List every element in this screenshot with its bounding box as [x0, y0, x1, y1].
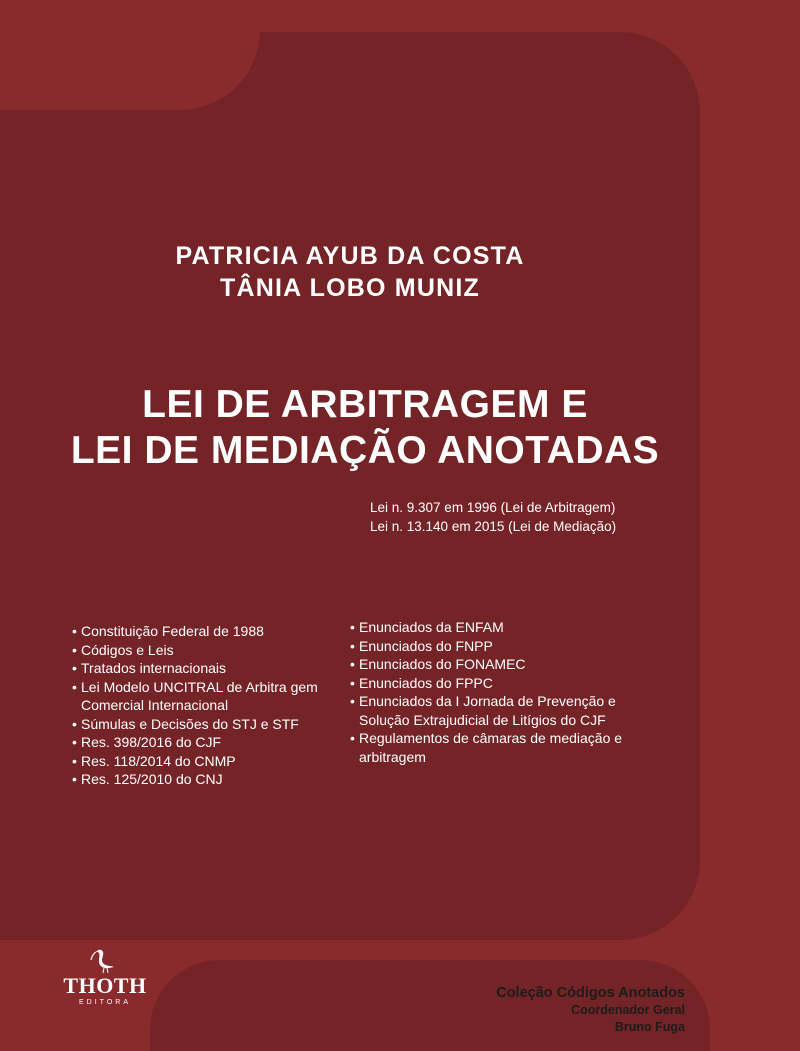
authors	[0, 240, 700, 304]
title-line-1: LEI DE ARBITRAGEM E	[142, 383, 588, 426]
contents-list-right	[350, 618, 650, 766]
list-item: • Regulamentos de câmaras de mediação e arbitragem	[350, 729, 650, 766]
list-item: • Enunciados do FONAMEC	[350, 655, 650, 674]
publisher-name: THOTH	[63, 973, 147, 998]
list-item: • Enunciados da ENFAM	[350, 618, 650, 637]
list-item: • Súmulas e Decisões do STJ e STF	[72, 715, 322, 734]
cover-panel	[0, 32, 700, 940]
collection-role: Coordenador Geral	[571, 1003, 685, 1017]
publisher-subtitle: EDITORA	[79, 999, 131, 1006]
contents-list-left	[72, 622, 322, 789]
list-item: • Lei Modelo UNCITRAL de Arbitra gem Comercial Internacional	[72, 678, 322, 715]
law-1: Lei n. 9.307 em 1996 (Lei de Arbitragem)	[370, 500, 616, 515]
book-title	[0, 382, 730, 474]
list-item: • Códigos e Leis	[72, 641, 322, 660]
list-item: • Tratados internacionais	[72, 659, 322, 678]
list-item: • Res. 118/2014 do CNMP	[72, 752, 322, 771]
list-item: • Enunciados do FPPC	[350, 674, 650, 693]
list-item: • Enunciados do FNPP	[350, 637, 650, 656]
author-2: TÂNIA LOBO MUNIZ	[220, 274, 480, 302]
collection-title: Coleção Códigos Anotados	[496, 985, 685, 1001]
list-item: • Enunciados da I Jornada de Prevenção e Solução Extrajudicial de Litígios do CJF	[350, 692, 650, 729]
law-2: Lei n. 13.140 em 2015 (Lei de Mediação)	[370, 519, 617, 534]
ibis-bird-icon	[90, 948, 120, 974]
list-item: • Constituição Federal de 1988	[72, 622, 322, 641]
laws-subtitle	[370, 498, 616, 536]
list-item: • Res. 398/2016 do CJF	[72, 733, 322, 752]
author-1: PATRICIA AYUB DA COSTA	[175, 242, 525, 270]
collection-info	[420, 984, 685, 1036]
title-line-2: LEI DE MEDIAÇÃO ANOTADAS	[70, 429, 660, 472]
collection-coordinator: Bruno Fuga	[614, 1020, 685, 1034]
panel-notch	[0, 0, 260, 110]
list-item: • Res. 125/2010 do CNJ	[72, 770, 322, 789]
publisher-logo	[60, 948, 150, 1008]
